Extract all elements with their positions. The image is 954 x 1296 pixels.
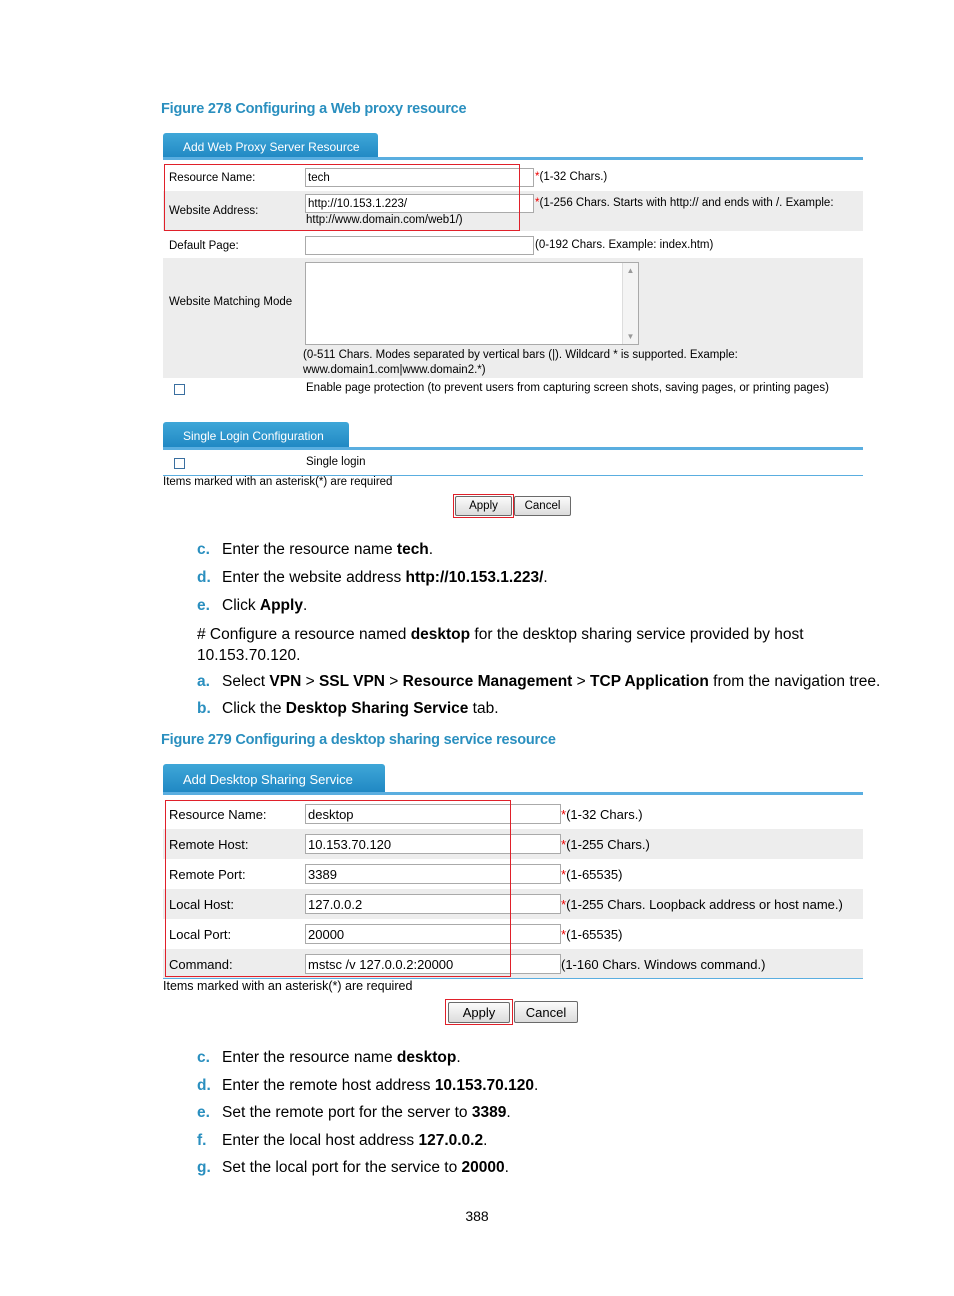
step-g2: g. Set the local port for the service to 20000. bbox=[197, 1159, 509, 1176]
scroll-down-icon[interactable]: ▼ bbox=[626, 332, 635, 341]
field-input[interactable]: 3389 bbox=[305, 864, 561, 884]
step-a: a. Select VPN > SSL VPN > Resource Management > TCP Application from the navigation tree. bbox=[197, 673, 881, 690]
field-hint: *(1-32 Chars.) bbox=[561, 807, 643, 822]
step-e2: e. Set the remote port for the server to 3389. bbox=[197, 1104, 511, 1121]
field-label: Remote Host: bbox=[169, 836, 249, 852]
field-input[interactable]: 127.0.0.2 bbox=[305, 894, 561, 914]
step-d2: d. Enter the remote host address 10.153.70.120. bbox=[197, 1077, 539, 1094]
cancel-button[interactable]: Cancel bbox=[514, 1001, 578, 1023]
tab-single-login[interactable] bbox=[163, 422, 349, 449]
step-c: c. Enter the resource name tech. bbox=[197, 541, 434, 558]
website-address-hint: *(1-256 Chars. Starts with http:// and ends with /. Example: bbox=[535, 197, 834, 209]
step-e: e. Click Apply. bbox=[197, 597, 308, 614]
field-label: Local Port: bbox=[169, 926, 232, 942]
field-label: Command: bbox=[169, 956, 233, 972]
default-page-label: Default Page: bbox=[169, 239, 239, 252]
page-protection-label: Enable page protection (to prevent users from capturing screen shots, saving pages, or printing pages) bbox=[306, 382, 829, 394]
page-protection-checkbox[interactable] bbox=[174, 384, 185, 395]
tab-underline bbox=[163, 157, 863, 160]
tab-add-web-proxy[interactable] bbox=[163, 133, 378, 160]
matching-mode-textarea[interactable] bbox=[305, 262, 639, 345]
field-hint: *(1-65535) bbox=[561, 867, 623, 882]
figure-278-caption: Figure 278 Configuring a Web proxy resource bbox=[161, 101, 467, 117]
matching-mode-label: Website Matching Mode bbox=[169, 296, 293, 308]
single-login-checkbox[interactable] bbox=[174, 458, 185, 469]
apply-button[interactable]: Apply bbox=[455, 496, 512, 516]
website-address-label: Website Address: bbox=[169, 205, 259, 217]
step-d: d. Enter the website address http://10.153.1.223/. bbox=[197, 569, 548, 586]
resource-name-hint: *(1-32 Chars.) bbox=[535, 171, 608, 183]
textarea-scrollbar[interactable] bbox=[622, 263, 638, 344]
intro-paragraph: # Configure a resource named desktop for the desktop sharing service provided by host 10.153.70.120. bbox=[197, 626, 804, 664]
tab-add-desktop-sharing[interactable] bbox=[163, 764, 385, 794]
default-page-hint: (0-192 Chars. Example: index.htm) bbox=[535, 239, 714, 251]
step-b: b. Click the Desktop Sharing Service tab. bbox=[197, 700, 499, 717]
field-label: Local Host: bbox=[169, 896, 235, 912]
field-hint: (1-160 Chars. Windows command.) bbox=[561, 957, 766, 972]
field-hint: *(1-65535) bbox=[561, 927, 623, 942]
field-input[interactable]: 20000 bbox=[305, 924, 561, 944]
matching-mode-hint: (0-511 Chars. Modes separated by vertical bars (|). Wildcard * is supported. Example: bbox=[303, 349, 738, 361]
tab-label: Add Desktop Sharing Service bbox=[183, 771, 353, 787]
default-page-input[interactable] bbox=[305, 236, 534, 255]
field-input[interactable]: desktop bbox=[305, 804, 561, 824]
resource-name-input[interactable]: tech bbox=[305, 168, 534, 187]
scroll-up-icon[interactable]: ▲ bbox=[626, 266, 635, 275]
field-input[interactable]: 10.153.70.120 bbox=[305, 834, 561, 854]
required-note: Items marked with an asterisk(*) are required bbox=[163, 476, 393, 488]
tab-label: Add Web Proxy Server Resource bbox=[183, 139, 360, 154]
field-label: Resource Name: bbox=[169, 806, 267, 822]
website-address-example: http://www.domain.com/web1/) bbox=[306, 214, 463, 226]
step-c2: c. Enter the resource name desktop. bbox=[197, 1049, 461, 1066]
tab-label: Single Login Configuration bbox=[183, 428, 324, 443]
required-note: Items marked with an asterisk(*) are required bbox=[163, 979, 413, 993]
field-input[interactable]: mstsc /v 127.0.0.2:20000 bbox=[305, 954, 561, 974]
tab-underline bbox=[163, 447, 863, 450]
highlight-box bbox=[164, 164, 520, 231]
highlight-box bbox=[445, 999, 513, 1025]
field-label: Remote Port: bbox=[169, 866, 246, 882]
field-hint: *(1-255 Chars.) bbox=[561, 837, 650, 852]
apply-button[interactable]: Apply bbox=[448, 1002, 510, 1023]
field-hint: *(1-255 Chars. Loopback address or host name.) bbox=[561, 897, 843, 912]
cancel-button[interactable]: Cancel bbox=[514, 496, 571, 516]
step-f2: f. Enter the local host address 127.0.0.2. bbox=[197, 1132, 488, 1149]
tab-underline bbox=[163, 792, 863, 795]
highlight-box bbox=[453, 494, 514, 518]
page-number: 388 bbox=[465, 1208, 489, 1224]
resource-name-label: Resource Name: bbox=[169, 171, 256, 184]
matching-mode-example: www.domain1.com|www.domain2.*) bbox=[303, 364, 486, 376]
figure-279-caption: Figure 279 Configuring a desktop sharing service resource bbox=[161, 732, 556, 748]
website-address-input[interactable]: http://10.153.1.223/ bbox=[305, 194, 534, 213]
single-login-label: Single login bbox=[306, 456, 366, 468]
highlight-box bbox=[165, 800, 511, 977]
